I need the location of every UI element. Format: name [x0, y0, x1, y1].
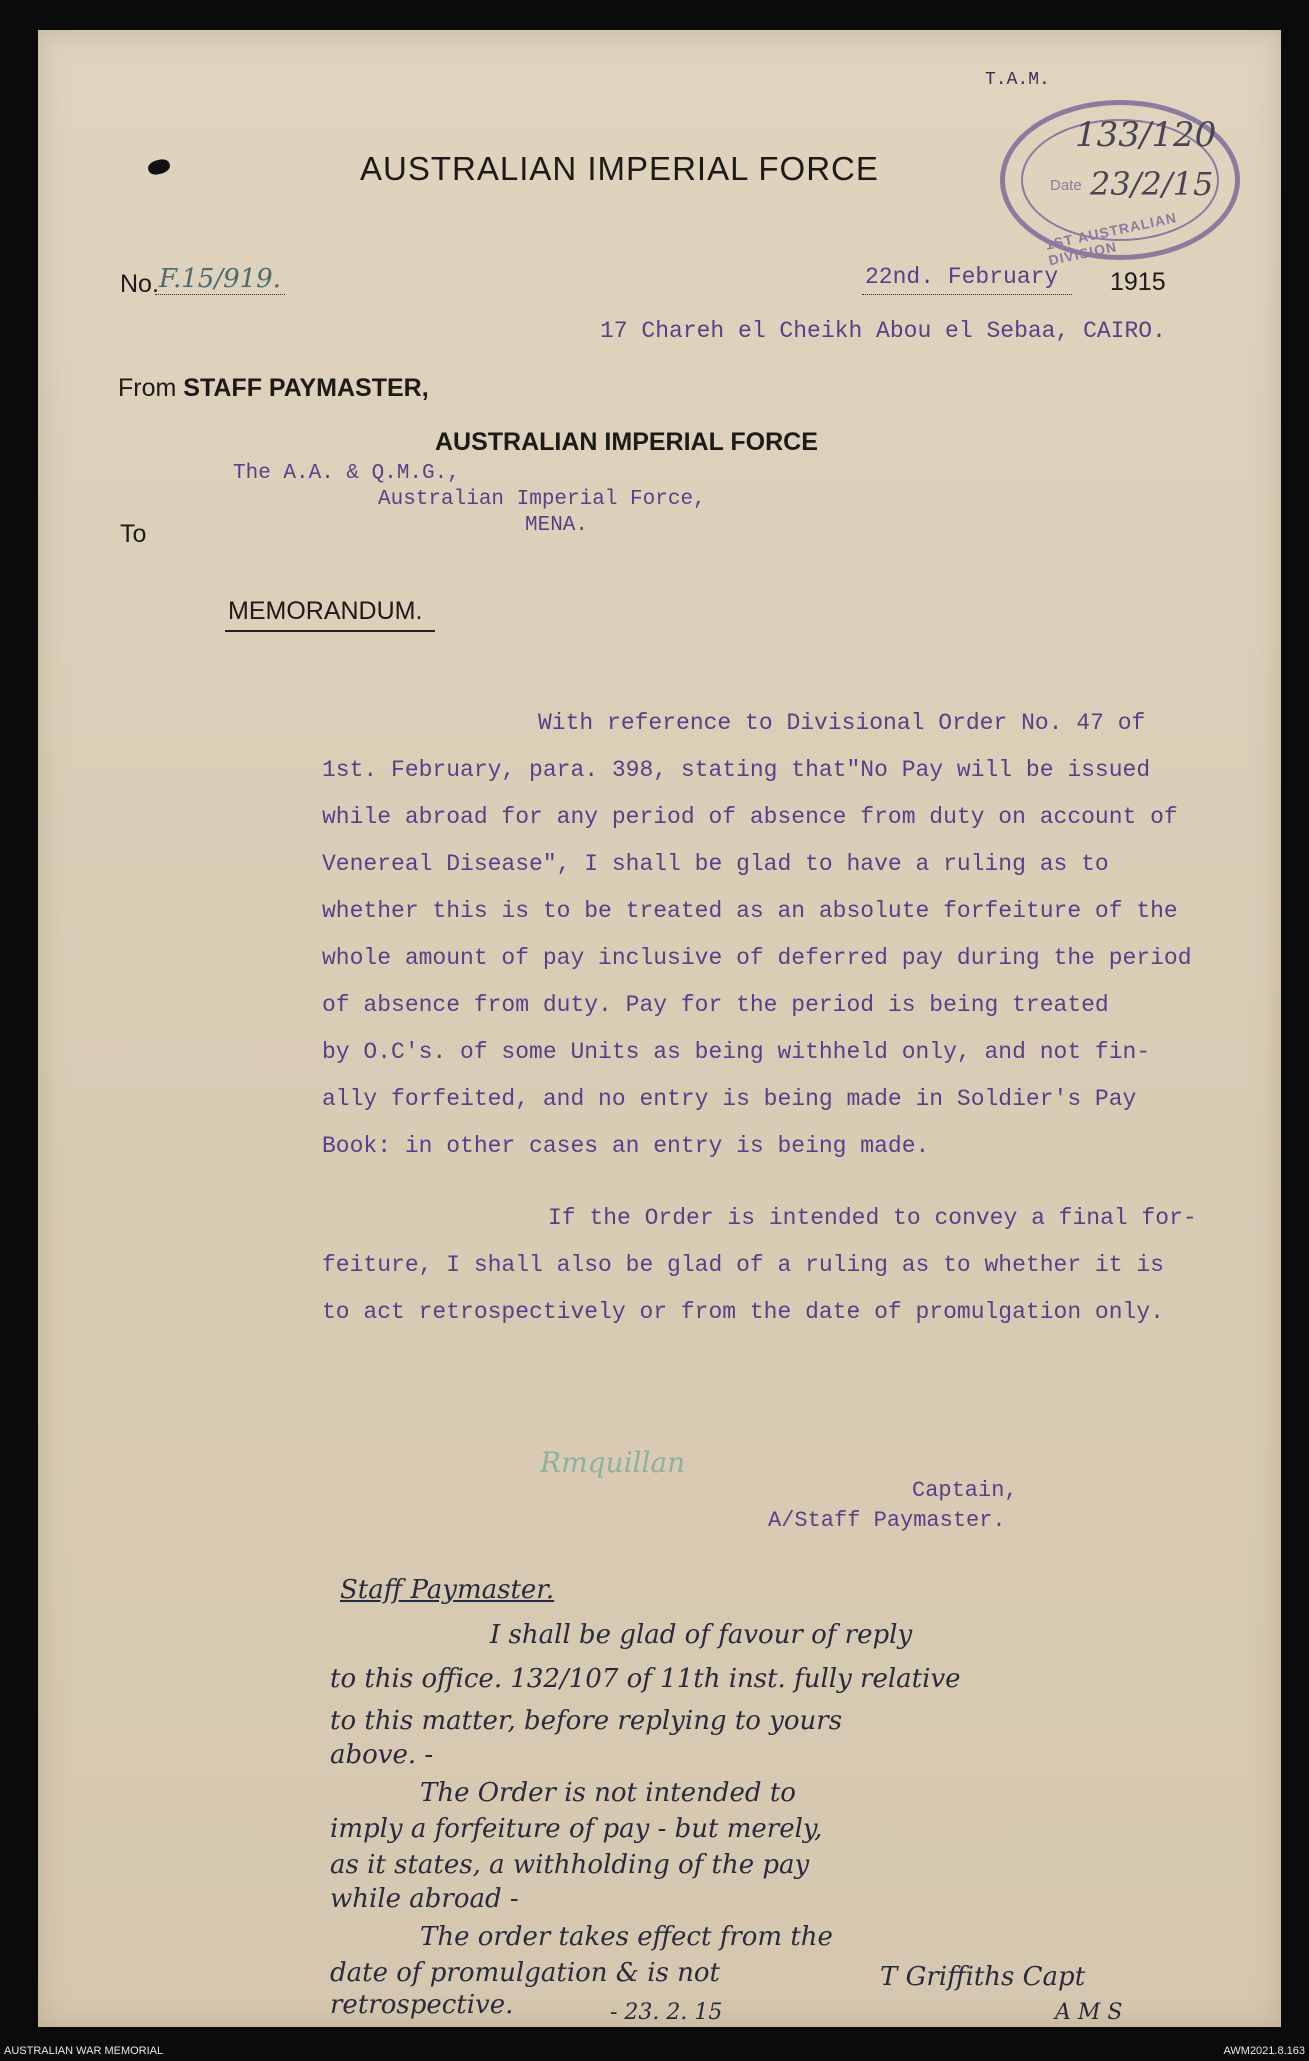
from-line — [118, 374, 429, 403]
reply-line: imply a forfeiture of pay - but merely, — [330, 1814, 823, 1844]
tam-initials: T.A.M. — [985, 70, 1050, 90]
date-underline — [862, 294, 1072, 295]
reply-line: as it states, a withholding of the pay — [330, 1850, 810, 1880]
reply-line: The order takes effect from the — [420, 1922, 833, 1952]
body-line: feiture, I shall also be glad of a ruling as to whether it is — [322, 1252, 1164, 1278]
division-stamp — [1000, 100, 1240, 269]
body-line: 1st. February, para. 398, stating that"No Pay will be issued — [322, 757, 1151, 783]
reply-line: to this office. 132/107 of 11th inst. fully relative — [330, 1664, 961, 1694]
reply-signature: T Griffiths Capt — [880, 1962, 1086, 1992]
sender-address: 17 Chareh el Cheikh Abou el Sebaa, CAIRO. — [600, 318, 1166, 344]
reference-label: No. — [120, 270, 159, 298]
body-line: Book: in other cases an entry is being made. — [322, 1133, 930, 1159]
from-sender: STAFF PAYMASTER, — [183, 374, 429, 402]
signatory-rank: Captain, — [912, 1478, 1018, 1503]
stamp-reference: 133/120 — [1075, 115, 1217, 155]
body-line: With reference to Divisional Order No. 47 of — [538, 710, 1146, 736]
to-line-2: Australian Imperial Force, — [378, 488, 706, 511]
memo-title-underline — [225, 630, 435, 632]
reply-line: to this matter, before replying to yours — [330, 1706, 843, 1736]
to-label: To — [120, 520, 147, 548]
body-line: whole amount of pay inclusive of deferred pay during the period — [322, 945, 1192, 971]
reply-line: above. - — [330, 1740, 434, 1770]
reply-line: date of promulgation & is not — [330, 1958, 720, 1988]
memo-title: MEMORANDUM. — [228, 597, 423, 625]
body-line: of absence from duty. Pay for the period is being treated — [322, 992, 1109, 1018]
footer-institution: AUSTRALIAN WAR MEMORIAL — [4, 2045, 164, 2057]
to-line-3: MENA. — [525, 514, 589, 537]
to-line-1: The A.A. & Q.M.G., — [233, 462, 460, 485]
memo-year: 1915 — [1110, 268, 1166, 296]
body-line: Venereal Disease", I shall be glad to have a ruling as to — [322, 851, 1109, 877]
body-line: while abroad for any period of absence from duty on account of — [322, 804, 1178, 830]
signatory-title: A/Staff Paymaster. — [768, 1508, 1006, 1533]
stamp-division-text: 1ST AUSTRALIAN DIVISION — [1043, 209, 1179, 269]
reply-date: - 23. 2. 15 — [610, 2000, 723, 2025]
reply-line: Staff Paymaster. — [340, 1575, 555, 1605]
memo-date: 22nd. February — [865, 264, 1059, 290]
from-organisation: AUSTRALIAN IMPERIAL FORCE — [435, 428, 818, 456]
stamp-date-label: Date — [1050, 177, 1082, 194]
reply-line: I shall be glad of favour of reply — [490, 1620, 913, 1650]
letterhead-title: AUSTRALIAN IMPERIAL FORCE — [360, 150, 879, 187]
reply-line: while abroad - — [330, 1884, 519, 1914]
body-line: If the Order is intended to convey a final for- — [548, 1205, 1197, 1231]
reply-signature-unit: A M S — [1055, 2000, 1123, 2025]
from-label: From — [118, 374, 177, 402]
reply-line: The Order is not intended to — [420, 1778, 796, 1808]
body-line: whether this is to be treated as an absolute forfeiture of the — [322, 898, 1178, 924]
reply-line: retrospective. — [330, 1990, 514, 2020]
reference-number: F.15/919. — [155, 264, 285, 295]
signature-scrawl: Rmquillan — [540, 1446, 686, 1479]
footer-accession: AWM2021.8.163 — [1223, 2045, 1305, 2057]
stamp-date: 23/2/15 — [1090, 165, 1214, 203]
body-line: to act retrospectively or from the date of promulgation only. — [322, 1299, 1164, 1325]
body-line: ally forfeited, and no entry is being made in Soldier's Pay — [322, 1086, 1137, 1112]
body-line: by O.C's. of some Units as being withheld only, and not fin- — [322, 1039, 1151, 1065]
